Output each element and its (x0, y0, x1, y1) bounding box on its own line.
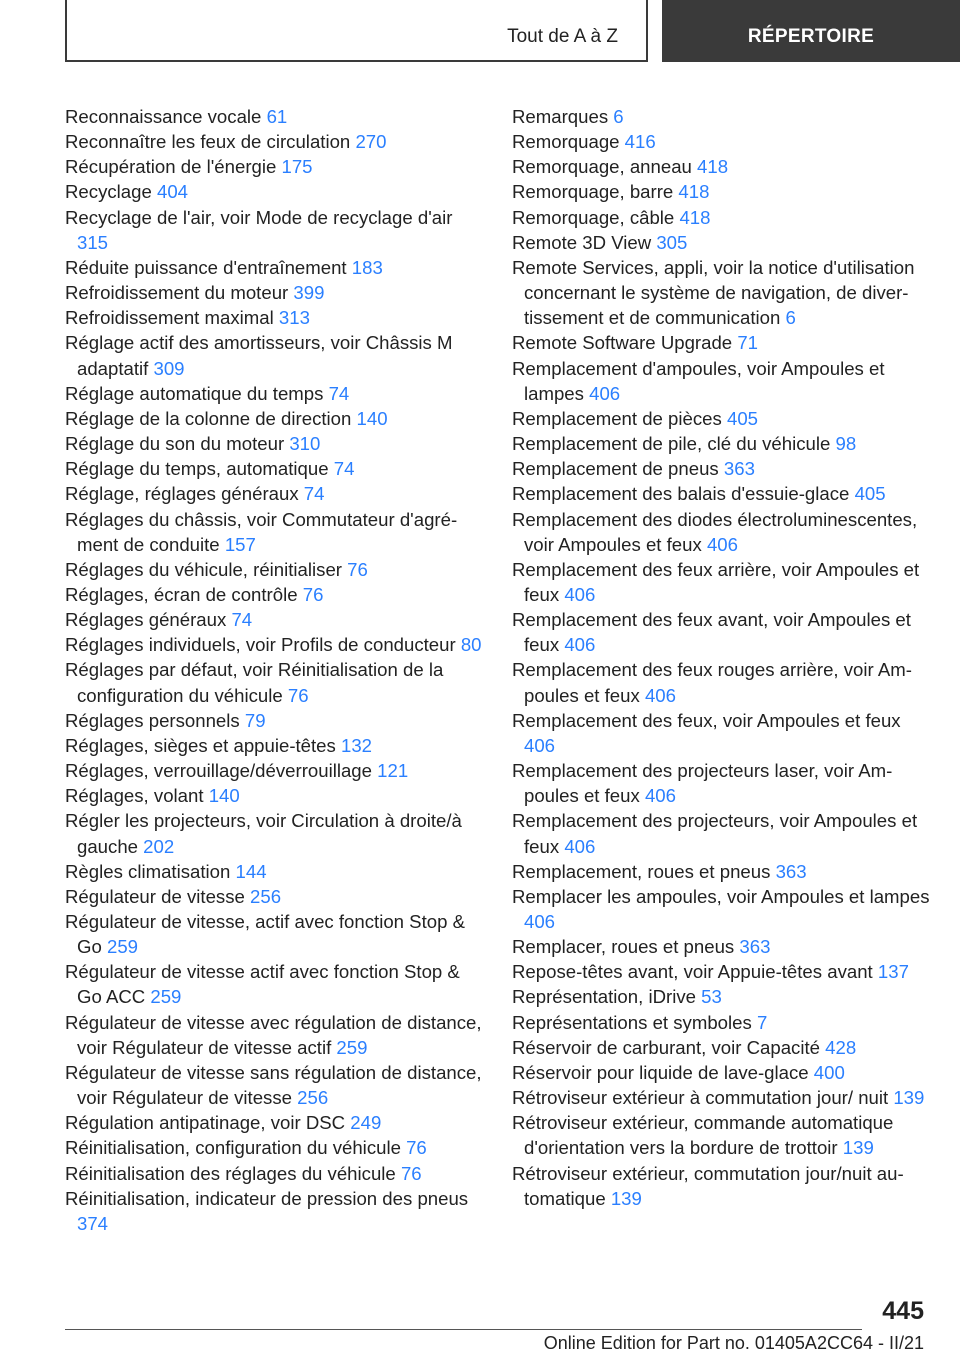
index-entry (512, 456, 932, 481)
index-entry-text: Réinitialisation, configuration du véhicule (65, 1137, 407, 1159)
index-entry-text: Remote Services, appli, voir la notice d'utilisation concernant le système de navigation, de divertissement et de communication (512, 256, 915, 329)
index-entry (512, 859, 932, 884)
index-entry-text: Remorquage, anneau (512, 156, 698, 178)
index-entry-text: Remplacement des feux, voir Ampoules et feux (512, 709, 901, 731)
index-entry (512, 255, 932, 330)
index-page-link[interactable]: 256 (250, 885, 282, 907)
index-entry-text: Reconnaître les feux de circulation (65, 131, 356, 153)
header-section-tab (65, 0, 648, 62)
index-page-link[interactable]: 76 (302, 583, 324, 605)
index-page-link[interactable]: 61 (266, 106, 288, 127)
index-entry-text: Repose-têtes avant, voir Appuie-têtes avant (512, 961, 878, 983)
index-entry (512, 808, 932, 858)
index-entry (65, 959, 485, 1009)
index-page-link[interactable]: 74 (231, 609, 253, 631)
index-page-link[interactable]: 140 (208, 785, 240, 807)
index-page-link[interactable]: 406 (564, 835, 596, 857)
index-page-link[interactable]: 259 (150, 986, 182, 1008)
index-entry-text: Remplacement des feux arrière, voir Ampoules et feux (512, 558, 920, 605)
index-entry-text: Remplacement de pile, clé du véhicule (512, 433, 836, 455)
index-entry (65, 582, 485, 607)
index-entry (65, 783, 485, 808)
index-entry-text: Remorquage, câble (512, 206, 680, 228)
index-entry (512, 154, 932, 179)
index-entry-text: Remplacer, roues et pneus (512, 936, 740, 958)
index-entry (65, 104, 485, 129)
index-entry (65, 431, 485, 456)
index-entry (65, 305, 485, 330)
index-entry (512, 1161, 932, 1211)
index-entry (65, 406, 485, 431)
index-entry-text: Régulateur de vitesse avec régulation de distance, voir Régulateur de vitesse actif (65, 1011, 482, 1058)
index-page-link[interactable]: 71 (737, 332, 758, 354)
index-entry-text: Réservoir de carburant, voir Capacité (512, 1036, 826, 1058)
index-entry-text: Récupération de l'énergie (65, 156, 282, 178)
index-entry (65, 1161, 485, 1186)
index-entry (512, 205, 932, 230)
index-entry (512, 959, 932, 984)
index-page-link[interactable]: 405 (854, 483, 886, 505)
index-page-link[interactable]: 76 (406, 1137, 427, 1159)
index-entry (65, 1110, 485, 1135)
index-entry-text: Réglages individuels, voir Profils de conducteur (65, 634, 461, 656)
index-entry (65, 607, 485, 632)
index-entry (65, 129, 485, 154)
index-page-link[interactable]: 399 (293, 282, 325, 304)
index-entry-text: Remote Software Upgrade (512, 332, 738, 354)
index-page-link[interactable]: 6 (785, 307, 796, 329)
index-entry (65, 733, 485, 758)
index-entry (512, 356, 932, 406)
index-page-link[interactable]: 418 (678, 181, 710, 203)
index-entry (65, 255, 485, 280)
index-entry (512, 230, 932, 255)
index-page-link[interactable]: 310 (289, 433, 321, 455)
index-entry (65, 179, 485, 204)
index-page-link[interactable]: 406 (589, 382, 621, 404)
index-entry-text: Réglage automatique du temps (65, 382, 329, 404)
index-entry (65, 632, 485, 657)
index-entry (512, 557, 932, 607)
index-entry-text: Réglages, verrouillage/déverrouillage (65, 760, 378, 782)
index-entry-text: Refroidissement maximal (65, 307, 279, 329)
index-entry (65, 1135, 485, 1160)
index-entry-text: Remorquage (512, 131, 625, 153)
index-page-link[interactable]: 202 (143, 835, 175, 857)
index-entry (512, 1060, 932, 1085)
index-entry-text: Régulateur de vitesse sans régulation de distance, voir Régulateur de vitesse (65, 1061, 482, 1109)
index-entry-text: Rétroviseur extérieur à commutation jour/ nuit (512, 1087, 894, 1109)
index-page-link[interactable]: 406 (644, 785, 676, 807)
index-page-link[interactable]: 259 (106, 936, 139, 958)
chapter-title: RÉPERTOIRE (662, 0, 960, 62)
index-page-link[interactable]: 406 (706, 533, 738, 555)
index-page-link[interactable]: 74 (333, 458, 355, 480)
index-entry (65, 557, 485, 582)
index-page-link[interactable]: 79 (244, 709, 266, 731)
index-entry-text: Régulateur de vitesse (65, 885, 251, 907)
index-page-link[interactable]: 259 (336, 1036, 368, 1058)
index-page-link[interactable]: 157 (224, 533, 256, 555)
index-entry-text: Remplacement des projecteurs laser, voir Ampoules et feux (512, 760, 893, 807)
index-page-link[interactable]: 249 (350, 1112, 382, 1134)
index-column-right (512, 104, 932, 1211)
index-entry-text: Réglages, sièges et appuie-têtes (65, 734, 341, 756)
index-entry-text: Réglage de la colonne de direction (65, 407, 357, 429)
index-page-link[interactable]: 139 (610, 1187, 642, 1209)
index-page-link[interactable]: 175 (281, 156, 313, 178)
index-page-link[interactable]: 374 (77, 1212, 109, 1234)
footer-divider (65, 1329, 862, 1330)
index-entry (65, 1186, 485, 1236)
index-column-left (65, 104, 485, 1236)
index-page-link[interactable]: 406 (644, 684, 676, 706)
index-entry (65, 280, 485, 305)
index-page-link[interactable]: 144 (235, 860, 267, 882)
index-page-link[interactable]: 418 (679, 206, 711, 228)
index-entry (65, 456, 485, 481)
index-entry-text: Remplacer les ampoules, voir Ampoules et lampes (512, 885, 930, 907)
index-entry-text: Réglages du châssis, voir Commutateur d'agrément de conduite (65, 508, 458, 555)
index-entry-text: Recyclage de l'air, voir Mode de recyclage d'air (65, 206, 453, 228)
index-page-link[interactable]: 74 (303, 483, 325, 505)
index-entry-text: Réinitialisation, indicateur de pression des pneus (65, 1187, 469, 1209)
index-entry-text: Remplacement des projecteurs, voir Ampoules et feux (512, 810, 918, 857)
index-entry (65, 758, 485, 783)
index-page-link[interactable]: 270 (355, 131, 387, 153)
index-entry-text: Régulateur de vitesse actif avec fonction Stop & Go ACC (65, 961, 460, 1008)
index-entry (65, 808, 485, 858)
index-page-link[interactable]: 400 (813, 1061, 845, 1083)
index-entry (65, 330, 485, 380)
index-entry (512, 104, 932, 129)
index-page-link[interactable]: 76 (400, 1162, 422, 1184)
index-entry (65, 381, 485, 406)
index-page-link[interactable]: 98 (835, 433, 857, 455)
index-entry-text: Réglage, réglages généraux (65, 483, 304, 505)
index-entry-text: Remote 3D View (512, 231, 657, 253)
index-entry-text: Réglage actif des amortisseurs, voir Châssis M adaptatif (65, 332, 453, 379)
index-page-link[interactable]: 309 (153, 357, 185, 379)
index-entry-text: Réglage du temps, automatique (65, 458, 334, 480)
index-page-link[interactable]: 405 (726, 407, 759, 429)
footer-edition-text: Online Edition for Part no. 01405A2CC64 - II/21 (543, 1333, 924, 1353)
index-entry-text: Remplacement de pièces (512, 407, 727, 429)
index-page-link[interactable]: 406 (524, 734, 556, 756)
index-page-link[interactable]: 428 (825, 1036, 857, 1058)
section-title: Tout de A à Z (507, 26, 618, 47)
index-entry (65, 909, 485, 959)
index-entry (512, 1110, 932, 1160)
index-page-link[interactable]: 305 (656, 231, 688, 253)
index-entry (65, 1010, 485, 1060)
index-page-link[interactable]: 256 (297, 1087, 329, 1109)
index-entry (512, 607, 932, 657)
page-number: 445 (882, 1297, 924, 1325)
index-page-link[interactable]: 406 (564, 583, 596, 605)
index-page-link[interactable]: 53 (701, 986, 722, 1008)
index-entry (65, 1060, 485, 1110)
index-page-link[interactable]: 313 (278, 307, 310, 329)
index-entry (65, 708, 485, 733)
index-entry-text: Remplacement des feux rouges arrière, voir Ampoules et feux (512, 659, 912, 706)
index-entry (65, 507, 485, 557)
index-entry-text: Réglages personnels (65, 709, 245, 731)
index-entry-text: Remarques (512, 106, 614, 127)
index-entry (512, 1010, 932, 1035)
index-page-link[interactable]: 121 (377, 760, 409, 782)
index-entry (512, 934, 932, 959)
index-page-link[interactable]: 183 (351, 256, 383, 278)
index-page-link[interactable]: 406 (564, 634, 596, 656)
index-entry-text: Représentations et symboles (512, 1011, 757, 1033)
index-entry (512, 330, 932, 355)
index-page-link[interactable]: 76 (287, 684, 309, 706)
index-entry (65, 859, 485, 884)
index-entry-text: Remorquage, barre (512, 181, 679, 203)
index-page-link[interactable]: 418 (697, 156, 729, 178)
index-entry (512, 657, 932, 707)
index-entry (65, 154, 485, 179)
index-entry-text: Remplacement d'ampoules, voir Ampoules et lampes (512, 357, 885, 404)
index-entry (512, 984, 932, 1009)
index-entry-text: Réservoir pour liquide de lave-glace (512, 1061, 814, 1083)
index-entry (512, 179, 932, 204)
index-page-link[interactable]: 139 (893, 1087, 925, 1109)
index-entry (512, 481, 932, 506)
index-entry-text: Réglages, volant (65, 785, 209, 807)
index-entry (512, 406, 932, 431)
index-entry-text: Remplacement des feux avant, voir Ampoules et feux (512, 609, 911, 656)
index-page-link[interactable]: 404 (156, 181, 189, 203)
index-entry (512, 708, 932, 758)
index-entry-text: Remplacement des balais d'essuie-glace (512, 483, 855, 505)
index-page-link[interactable]: 363 (739, 936, 771, 958)
index-entry-text: Rétroviseur extérieur, commande automatique d'orientation vers la bordure de trottoir (512, 1112, 894, 1159)
index-page-link[interactable]: 76 (347, 558, 368, 580)
index-entry-text: Remplacement des diodes électroluminescentes, voir Ampoules et feux (512, 508, 918, 555)
index-entry-text: Remplacement, roues et pneus (512, 860, 776, 882)
index-page-link[interactable]: 74 (328, 382, 350, 404)
index-page-link[interactable]: 137 (877, 961, 909, 983)
index-entry-text: Règles climatisation (65, 860, 236, 882)
index-entry (65, 657, 485, 707)
index-entry (65, 884, 485, 909)
index-page-link[interactable]: 406 (524, 911, 556, 932)
index-entry-text: Réinitialisation des réglages du véhicule (65, 1162, 401, 1184)
index-entry-text: Régulateur de vitesse, actif avec fonction Stop & Go (65, 911, 465, 958)
index-page-link[interactable]: 139 (842, 1137, 874, 1159)
index-entry-text: Recyclage (65, 181, 157, 203)
index-entry-text: Réglages du véhicule, réinitialiser (65, 558, 348, 580)
index-page-link[interactable]: 7 (756, 1011, 768, 1033)
index-entry-text: Réglages généraux (65, 609, 232, 631)
index-entry-text: Régler les projecteurs, voir Circulation à droite/à gauche (65, 810, 462, 857)
index-entry (512, 758, 932, 808)
index-entry-text: Réglages, écran de contrôle (65, 583, 303, 605)
index-entry (65, 481, 485, 506)
index-entry-text: Régulation antipatinage, voir DSC (65, 1112, 351, 1134)
index-entry-text: Réduite puissance d'entraînement (65, 256, 352, 278)
index-page-link[interactable]: 140 (356, 407, 388, 429)
index-entry-text: Remplacement de pneus (512, 458, 724, 480)
index-entry-text: Représentation, iDrive (512, 986, 702, 1008)
index-entry (512, 1035, 932, 1060)
index-entry-text: Réglages par défaut, voir Réinitialisation de la configuration du véhicule (65, 659, 444, 706)
index-entry-text: Rétroviseur extérieur, commutation jour/nuit automatique (512, 1162, 904, 1209)
index-page-link[interactable]: 132 (340, 734, 373, 756)
index-page-link[interactable]: 80 (460, 634, 482, 656)
index-page-link[interactable]: 416 (624, 131, 656, 153)
index-entry-text: Refroidissement du moteur (65, 282, 294, 304)
index-page-link[interactable]: 363 (723, 458, 755, 480)
index-entry-text: Reconnaissance vocale (65, 106, 267, 127)
index-entry (65, 205, 485, 255)
index-page-link[interactable]: 315 (77, 231, 109, 253)
index-entry (512, 884, 932, 934)
index-entry (512, 1085, 932, 1110)
index-page-link[interactable]: 363 (775, 860, 807, 882)
index-entry (512, 431, 932, 456)
index-page-link[interactable]: 6 (613, 106, 624, 127)
index-entry (512, 129, 932, 154)
index-entry (512, 507, 932, 557)
index-entry-text: Réglage du son du moteur (65, 433, 290, 455)
